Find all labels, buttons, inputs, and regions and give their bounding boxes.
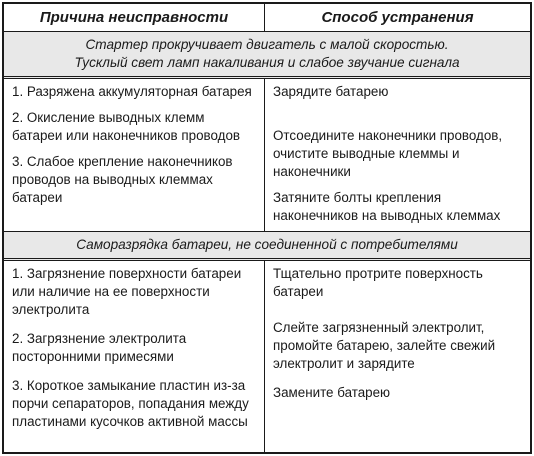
section-1-title [4,32,530,79]
section-1-title-row [4,31,530,79]
cause-item: 2. Загрязнение электролита посторонними примесями [12,331,187,364]
section-1-title-line1: Стартер прокручивает двигатель с малой скоростью. [85,37,449,52]
cause-item: 1. Разряжена аккумуляторная батарея [12,84,252,99]
cause-item: 1. Загрязнение поверхности батареи или наличие на ее поверхности электролита [12,266,242,317]
remedy-item: Отсоедините наконечники проводов, очистите выводные клеммы и наконечники [273,128,503,179]
section-2-title: Саморазрядка батареи, не соединенной с потребителями [4,232,530,261]
cause-item: 2. Окисление выводных клемм батареи или наконечников проводов [12,110,241,143]
remedy-item: Тщательно протрите поверхность батареи [273,266,483,299]
section-1-title-line2: Тусклый свет ламп накаливания и слабое звучание сигнала [74,55,460,70]
section-1-causes [4,79,265,231]
remedy-item: Замените батарею [273,385,391,400]
section-1-remedies [265,79,530,231]
section-2-causes [4,261,265,452]
table-header-row [4,4,530,31]
cause-item: 3. Короткое замыкание пластин из-за порчи сепараторов, попадания между пластинами кусочков активной массы [12,378,249,429]
troubleshooting-table [2,2,532,454]
remedy-item: Затяните болты крепления наконечников на выводных клеммах [273,190,501,223]
section-1-body-row [4,79,530,231]
header-cause: Причина неисправности [4,4,265,31]
header-remedy: Способ устранения [321,8,474,26]
remedy-item: Зарядите батарею [273,84,389,99]
section-2-title-row [4,231,530,261]
section-2-body-row [4,261,530,452]
remedy-item: Слейте загрязненный электролит, промойте батарею, залейте свежий электролит и зарядите [273,320,496,371]
section-2-remedies [265,261,530,452]
cause-item: 3. Слабое крепление наконечников проводов на выводных клеммах батареи [12,154,233,205]
